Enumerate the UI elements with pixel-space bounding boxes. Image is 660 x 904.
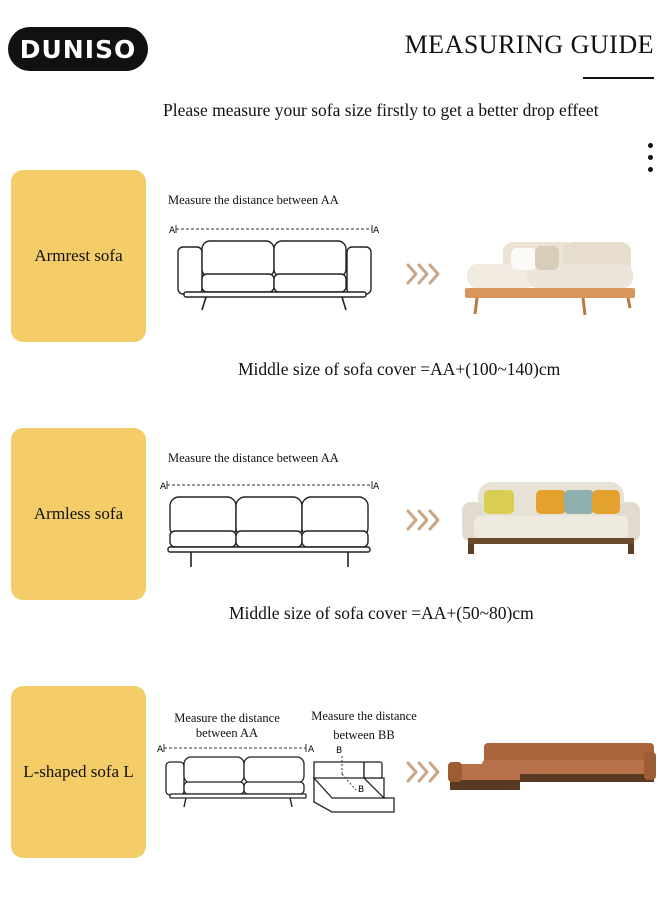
dim-label-a-left-3: A [157, 745, 164, 755]
armless-sofa-photo [458, 478, 644, 556]
instruction-l-aa-line1: Measure the distance [174, 711, 280, 725]
page-title: MEASURING GUIDE [404, 30, 654, 59]
dim-label-a-right-3: A [308, 745, 315, 755]
instruction-armless: Measure the distance between AA [168, 451, 339, 465]
l-shaped-sofa-diagram [156, 740, 401, 815]
size-formula-armless: Middle size of sofa cover =AA+(50~80)cm [229, 603, 534, 623]
armless-sofa-diagram [158, 476, 383, 571]
section-label-armrest-sofa: Armrest sofa [11, 170, 146, 342]
l-shaped-sofa-photo [446, 740, 658, 798]
section-label-l-shaped-sofa: L-shaped sofa L [11, 686, 146, 858]
armrest-sofa-diagram [166, 220, 386, 315]
dim-label-a-right: A [373, 226, 380, 236]
triple-chevron-right-icon [405, 760, 441, 784]
instruction-l-bb-line1: Measure the distance [311, 709, 417, 723]
dim-label-b-bottom: B [358, 785, 365, 795]
title-underline [583, 77, 654, 79]
instruction-l-aa [166, 711, 288, 741]
dim-label-a-left: A [169, 226, 176, 236]
page-subtitle: Please measure your sofa size firstly to get a better drop effeet [163, 100, 599, 120]
size-formula-armrest: Middle size of sofa cover =AA+(100~140)cm [238, 359, 561, 379]
section-label-armless-sofa: Armless sofa [11, 428, 146, 600]
dim-label-b-top: B [336, 746, 343, 756]
armrest-sofa-photo [463, 238, 638, 318]
instruction-l-aa-line2: between AA [195, 726, 259, 740]
instruction-l-bb-line2: between BB [333, 728, 395, 742]
instruction-l-bb [302, 709, 426, 743]
more-vertical-icon[interactable] [646, 143, 654, 177]
brand-logo: DUNISO [8, 27, 148, 71]
dim-label-a-left-2: A [160, 482, 167, 492]
dim-label-a-right-2: A [373, 482, 380, 492]
triple-chevron-right-icon [405, 508, 441, 532]
triple-chevron-right-icon [405, 262, 441, 286]
instruction-armrest: Measure the distance between AA [168, 193, 339, 207]
